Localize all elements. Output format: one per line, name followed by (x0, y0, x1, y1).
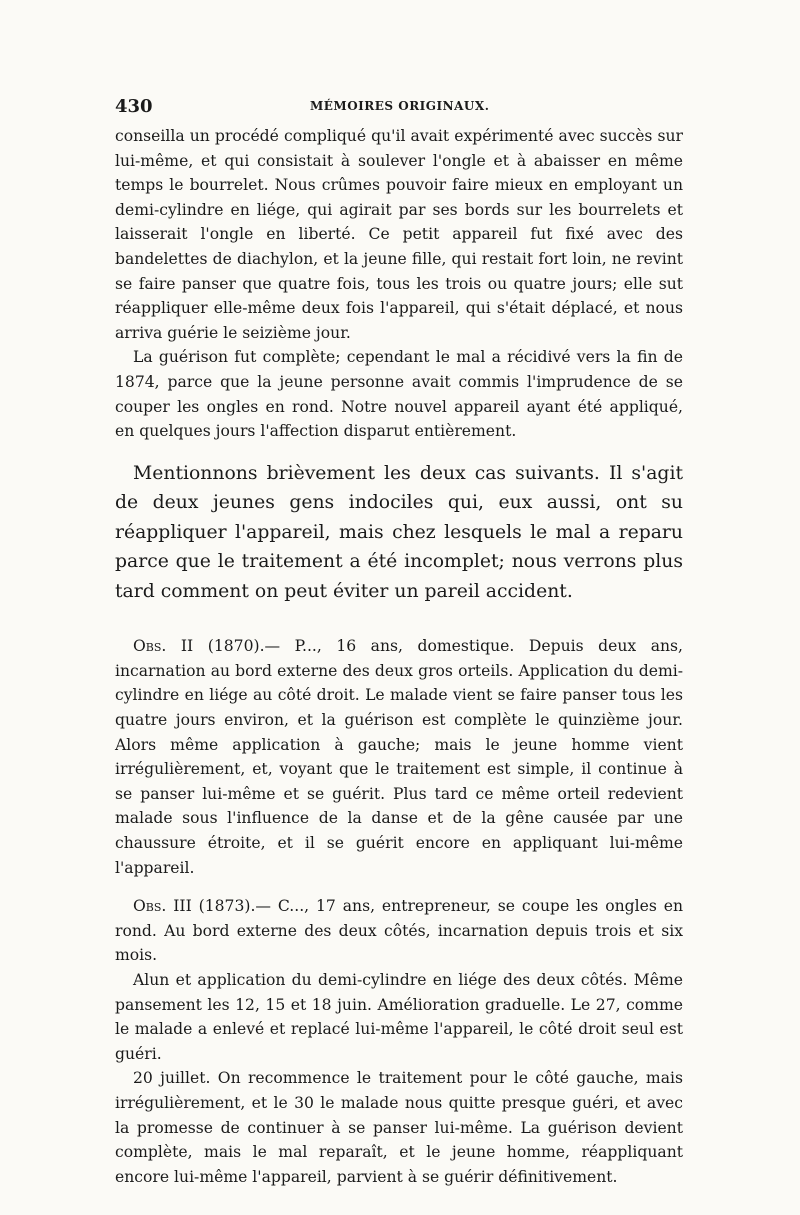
observation-2-text: (1870).— P..., 16 ans, domestique. Depuis deux ans, incarnation au bord externe des deux gros orteils. Application du demi-cylindre en liége au côté droit. Le malade vient se faire panser tous les quatre jours environ, et la guérison est complète le quinzième jour. Alors même application à gauche; mais le jeune homme vient irrégulièrement, et, voyant que le traitement est simple, il continue à se panser lui-même et se guérit. Plus tard ce même orteil redevient malade sous l'influence de la danse et de la gêne causée par une chaussure étroite, et il se guérit encore en appliquant lui-même l'appareil. (115, 637, 683, 877)
paragraph-july: 20 juillet. On recommence le traitement pour le côté gauche, mais irrégulièrement, et le 30 le malade nous quitte presque guéri, et avec la promesse de continuer à se panser lui-même. La guérison devient complète, mais le mal reparaît, et le jeune homme, réappliquant encore lui-même l'appareil, parvient à se guérir définitivement. (115, 1069, 683, 1186)
running-title: MÉMOIRES ORIGINAUX. (310, 99, 490, 113)
paragraph-treatment: Alun et application du demi-cylindre en liége des deux côtés. Même pansement les 12, 15 et 18 juin. Amélioration graduelle. Le 27, comme le malade a enlevé et replacé lui-même l'appareil, le côté droit seul est guéri. (115, 970, 683, 1063)
page-number: 430 (115, 96, 153, 117)
page-header (115, 96, 683, 124)
paragraph-recurrence: La guérison fut complète; cependant le mal a récidivé vers la fin de 1874, parce que la jeune personne avait commis l'imprudence de se couper les ongles en rond. Notre nouvel appareil ayant été appliqué, en quelques jours l'affection disparut entièrement. (115, 348, 683, 441)
observation-3-text: (1873).— C..., 17 ans, entrepreneur, se coupe les ongles en rond. Au bord externe des deux côtés, incarnation depuis trois et six mois. (115, 897, 683, 965)
paragraph-intro-cases: Mentionnons brièvement les deux cas suivants. Il s'agit de deux jeunes gens indociles qui, eux aussi, ont su réappliquer l'appareil, mais chez lesquels le mal a reparu parce que le traitement a été incomplet; nous verrons plus tard comment on peut éviter un pareil accident. (115, 462, 683, 602)
observation-3-label: Obs. III (133, 897, 192, 916)
observation-2-label: Obs. II (133, 637, 194, 656)
observation-2 (115, 634, 683, 880)
observation-3 (115, 894, 683, 968)
paragraph-continuation: conseilla un procédé compliqué qu'il avait expérimenté avec succès sur lui-même, et qui consistait à soulever l'ongle et à abaisser en même temps le bourrelet. Nous crûmes pouvoir faire mieux en employant un demi-cylindre en liége, qui agirait par ses bords sur les bourrelets et laisserait l'ongle en liberté. Ce petit appareil fut fixé avec des bandelettes de diachylon, et la jeune fille, qui restait fort loin, ne revint se faire panser que quatre fois, tous les trois ou quatre jours; elle sut réappliquer elle-même deux fois l'appareil, qui s'était déplacé, et nous arriva guérie le seizième jour. (115, 127, 683, 342)
document-page (115, 96, 683, 1189)
